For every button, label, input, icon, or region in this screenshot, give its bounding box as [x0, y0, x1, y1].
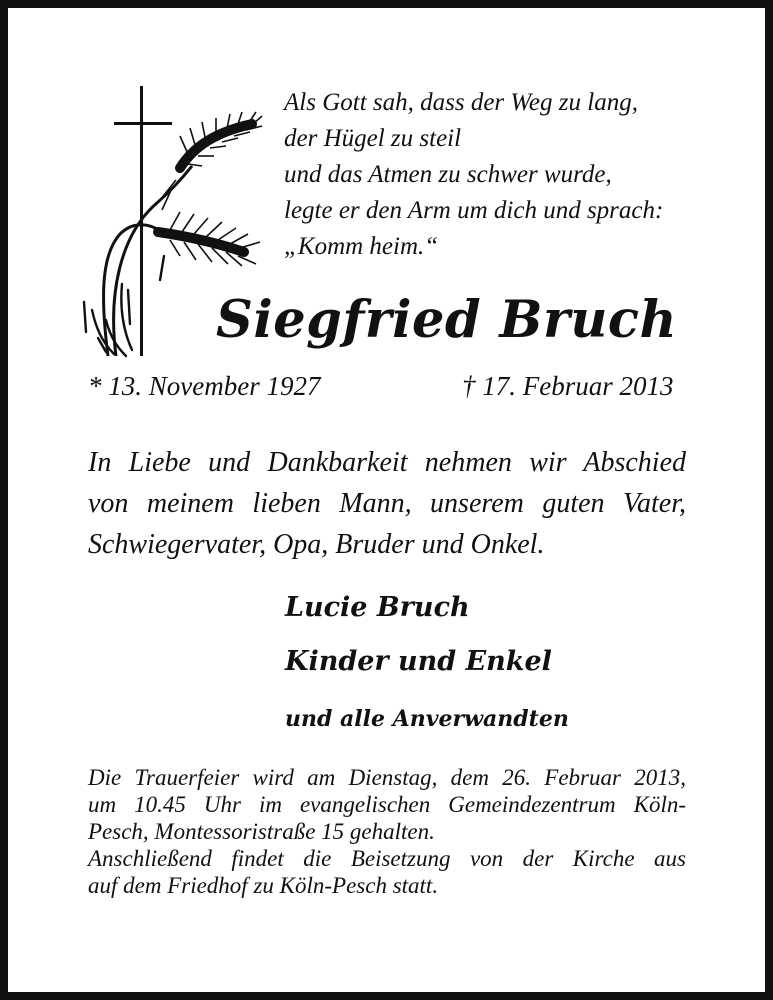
- service-line: Anschließend findet die Beisetzung von der Kirche aus: [88, 846, 686, 871]
- signer-secondary: Kinder und Enkel: [285, 646, 552, 677]
- service-line: auf dem Friedhof zu Köln-Pesch statt.: [88, 873, 439, 898]
- poem-line: und das Atmen zu schwer wurde,: [284, 161, 612, 188]
- poem-line: der Hügel zu steil: [284, 125, 462, 152]
- service-line: Die Trauerfeier wird am Dienstag, dem 26. Februar 2013,: [88, 765, 686, 790]
- poem-line: legte er den Arm um dich und sprach:: [284, 197, 664, 224]
- signer-primary: Lucie Bruch: [285, 592, 470, 623]
- service-line: Pesch, Montessoristraße 15 gehalten.: [88, 819, 435, 844]
- poem-line: Als Gott sah, dass der Weg zu lang,: [284, 89, 638, 116]
- service-line: um 10.45 Uhr im evangelischen Gemeindezentrum Köln-: [88, 792, 686, 817]
- death-date: † 17. Februar 2013: [462, 371, 674, 401]
- farewell-text: [88, 442, 686, 565]
- deceased-name: Siegfried Bruch: [216, 290, 678, 350]
- farewell-line: In Liebe und Dankbarkeit nehmen wir Abschied: [88, 447, 686, 478]
- birth-date: * 13. November 1927: [88, 371, 321, 401]
- farewell-line: von meinem lieben Mann, unserem guten Vater,: [88, 488, 686, 519]
- signer-others: und alle Anverwandten: [285, 706, 569, 732]
- poem: [284, 85, 724, 265]
- poem-line: „Komm heim.“: [284, 233, 439, 260]
- farewell-line: Schwiegervater, Opa, Bruder und Onkel.: [88, 529, 545, 560]
- service-notice: [88, 764, 686, 899]
